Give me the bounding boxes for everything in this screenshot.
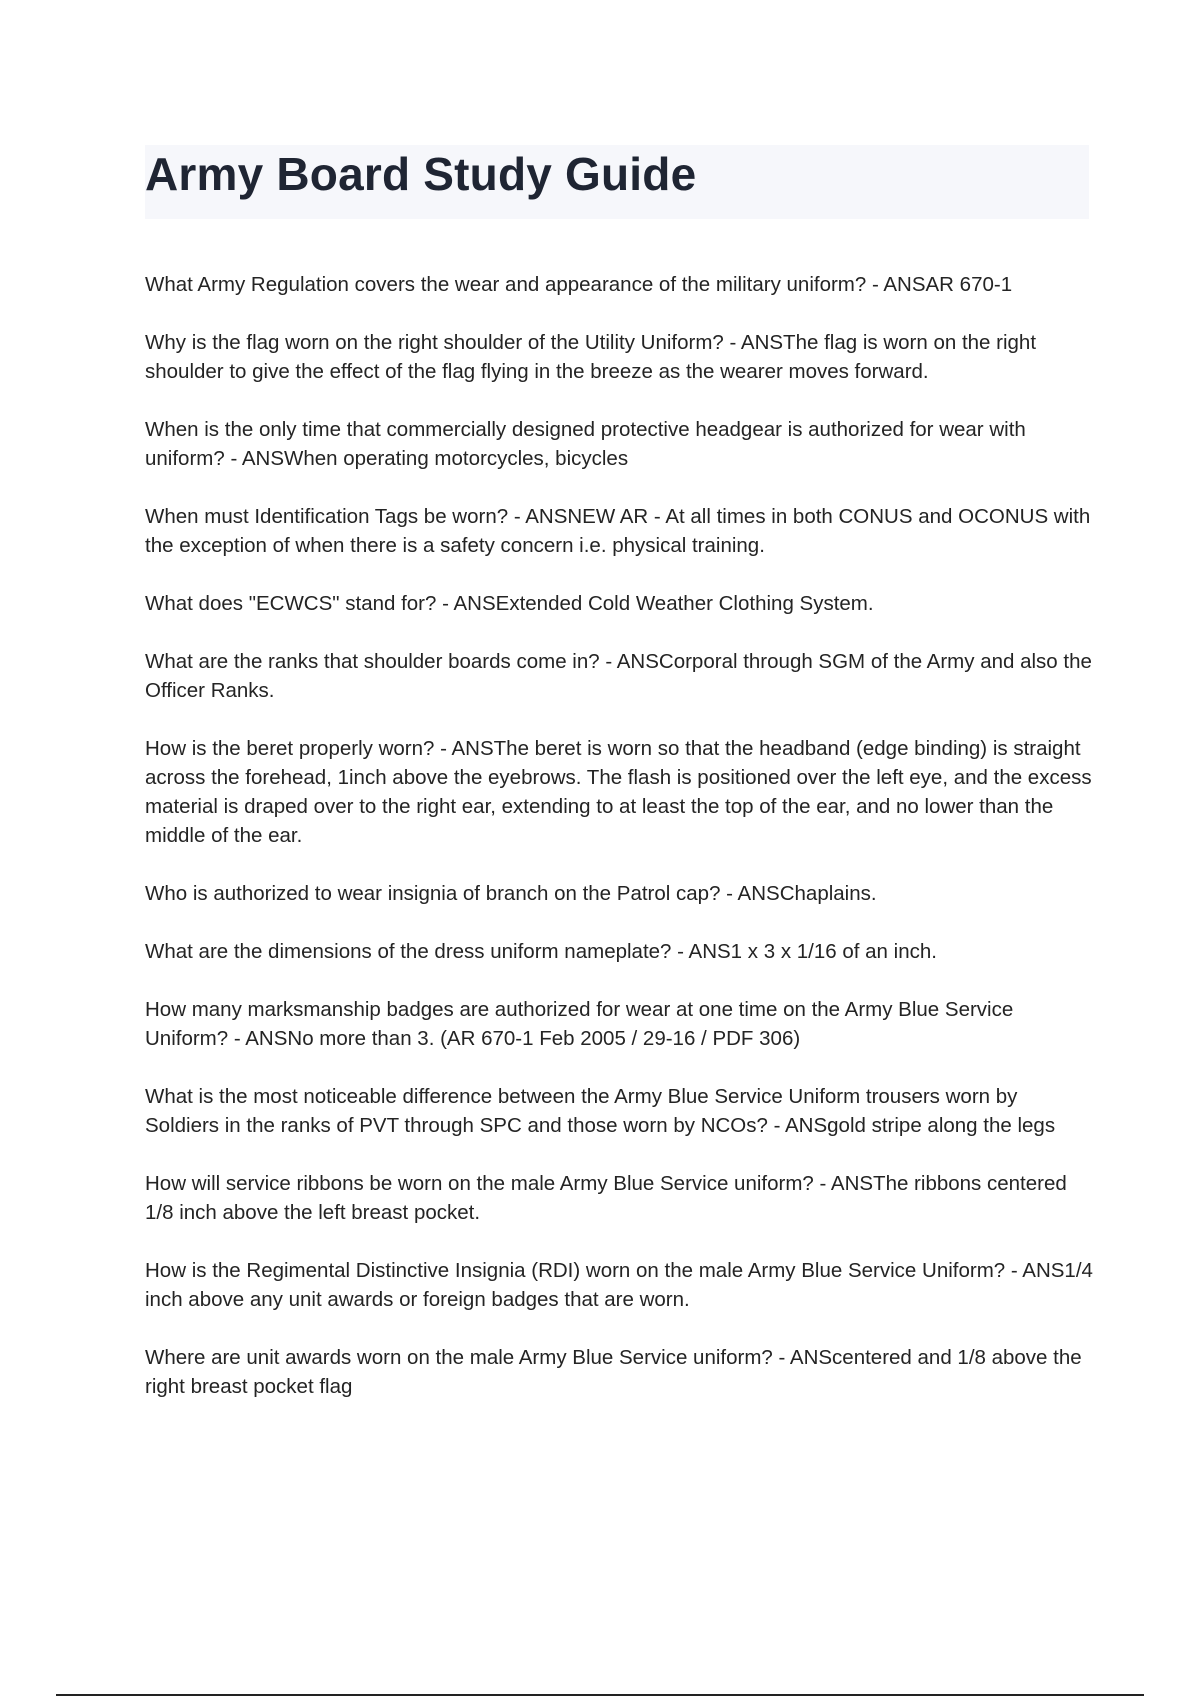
qa-item: How is the beret properly worn? - ANSThe beret is worn so that the headband (edge binding) is straight across the forehead, 1inch above the eyebrows. The flash is positioned over the left eye, and the excess material is draped over to the right ear, extending to at least the top of the ear, and no lower than the middle of the ear. <box>145 737 1092 847</box>
qa-item: Who is authorized to wear insignia of branch on the Patrol cap? - ANSChaplains. <box>145 882 877 905</box>
qa-item: When must Identification Tags be worn? - ANSNEW AR - At all times in both CONUS and OCONUS with the exception of when there is a safety concern i.e. physical training. <box>145 505 1091 557</box>
qa-item: What does "ECWCS" stand for? - ANSExtended Cold Weather Clothing System. <box>145 592 874 615</box>
page-title: Army Board Study Guide <box>145 148 697 200</box>
qa-item: How is the Regimental Distinctive Insignia (RDI) worn on the male Army Blue Service Uniform? - ANS1/4 inch above any unit awards or foreign badges that are worn. <box>145 1259 1093 1311</box>
qa-list <box>145 270 1095 1430</box>
qa-item: What are the ranks that shoulder boards come in? - ANSCorporal through SGM of the Army and also the Officer Ranks. <box>145 650 1092 702</box>
qa-item: When is the only time that commercially designed protective headgear is authorized for wear with uniform? - ANSWhen operating motorcycles, bicycles <box>145 418 1026 470</box>
qa-item: What is the most noticeable difference between the Army Blue Service Uniform trousers worn by Soldiers in the ranks of PVT through SPC and those worn by NCOs? - ANSgold stripe along the legs <box>145 1085 1056 1137</box>
qa-item: Where are unit awards worn on the male Army Blue Service uniform? - ANScentered and 1/8 above the right breast pocket flag <box>145 1346 1082 1398</box>
footer-divider <box>56 1694 1144 1696</box>
qa-item: How many marksmanship badges are authorized for wear at one time on the Army Blue Service Uniform? - ANSNo more than 3. (AR 670-1 Feb 2005 / 29-16 / PDF 306) <box>145 998 1014 1050</box>
qa-item: How will service ribbons be worn on the male Army Blue Service uniform? - ANSThe ribbons centered 1/8 inch above the left breast pocket. <box>145 1172 1067 1224</box>
qa-item: Why is the flag worn on the right shoulder of the Utility Uniform? - ANSThe flag is worn on the right shoulder to give the effect of the flag flying in the breeze as the wearer moves forward. <box>145 331 1037 383</box>
qa-item: What are the dimensions of the dress uniform nameplate? - ANS1 x 3 x 1/16 of an inch. <box>145 940 937 963</box>
qa-item: What Army Regulation covers the wear and appearance of the military uniform? - ANSAR 670-1 <box>145 273 1013 296</box>
